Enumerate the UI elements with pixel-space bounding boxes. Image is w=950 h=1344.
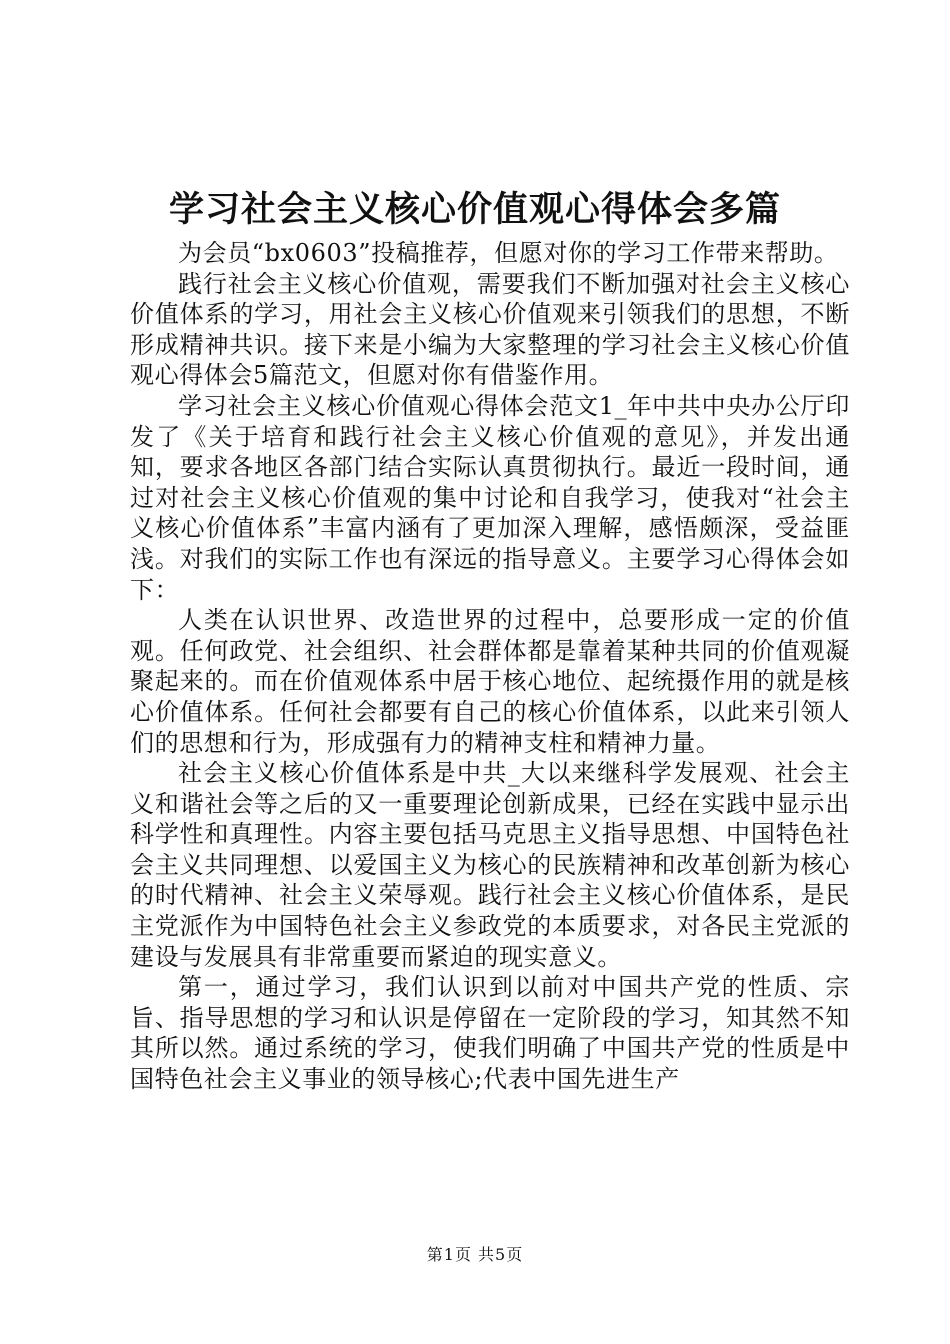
paragraph-values: 人类在认识世界、改造世界的过程中，总要形成一定的价值观。任何政党、社会组织、社会群体都是靠着某种共同的价值观凝聚起来的。而在价值观体系中居于核心地位、起统摄作用的就是核心价值体系。任何社会都要有自己的核心价值体系，以此来引领人们的思想和行为，形成强有力的精神支柱和精神力量。 (130, 606, 850, 757)
page-number-footer: 第1页 共5页 (426, 1245, 524, 1264)
paragraph-essay-1-intro: 学习社会主义核心价值观心得体会范文1_年中共中央办公厅印发了《关于培育和践行社会主义核心价值观的意见》，并发出通知，要求各地区各部门结合实际认真贯彻执行。最近一段时间，通过对社会主义核心价值观的集中讨论和自我学习，使我对“社会主义核心价值体系”丰富内涵有了更加深入理解，感悟颇深，受益匪浅。对我们的实际工作也有深远的指导意义。主要学习心得体会如下： (130, 391, 850, 604)
document-title: 学习社会主义核心价值观心得体会多篇 (168, 190, 781, 230)
paragraph-core-value-system: 社会主义核心价值体系是中共_大以来继科学发展观、社会主义和谐社会等之后的又一重要理论创新成果，已经在实践中显示出科学性和真理性。内容主要包括马克思主义指导思想、中国特色社会主义共同理想、以爱国主义为核心的民族精神和改革创新为核心的时代精神、社会主义荣辱观。践行社会主义核心价值体系，是民主党派作为中国特色社会主义参政党的本质要求，对各民主党派的建设与发展具有非常重要而紧迫的现实意义。 (130, 759, 850, 971)
paragraph-intro: 为会员“bx0603”投稿推荐，但愿对你的学习工作带来帮助。 (178, 239, 839, 267)
paragraph-first-point: 第一，通过学习，我们认识到以前对中国共产党的性质、宗旨、指导思想的学习和认识是停留在一定阶段的学习，知其然不知其所以然。通过系统的学习，使我们明确了中国共产党的性质是中国特色社会主义事业的领导核心;代表中国先进生产 (130, 973, 850, 1094)
paragraph-preface: 践行社会主义核心价值观，需要我们不断加强对社会主义核心价值体系的学习，用社会主义核心价值观来引领我们的思想，不断形成精神共识。接下来是小编为大家整理的学习社会主义核心价值观心得体会5篇范文，但愿对你有借鉴作用。 (130, 269, 850, 390)
document-body (130, 238, 850, 1095)
